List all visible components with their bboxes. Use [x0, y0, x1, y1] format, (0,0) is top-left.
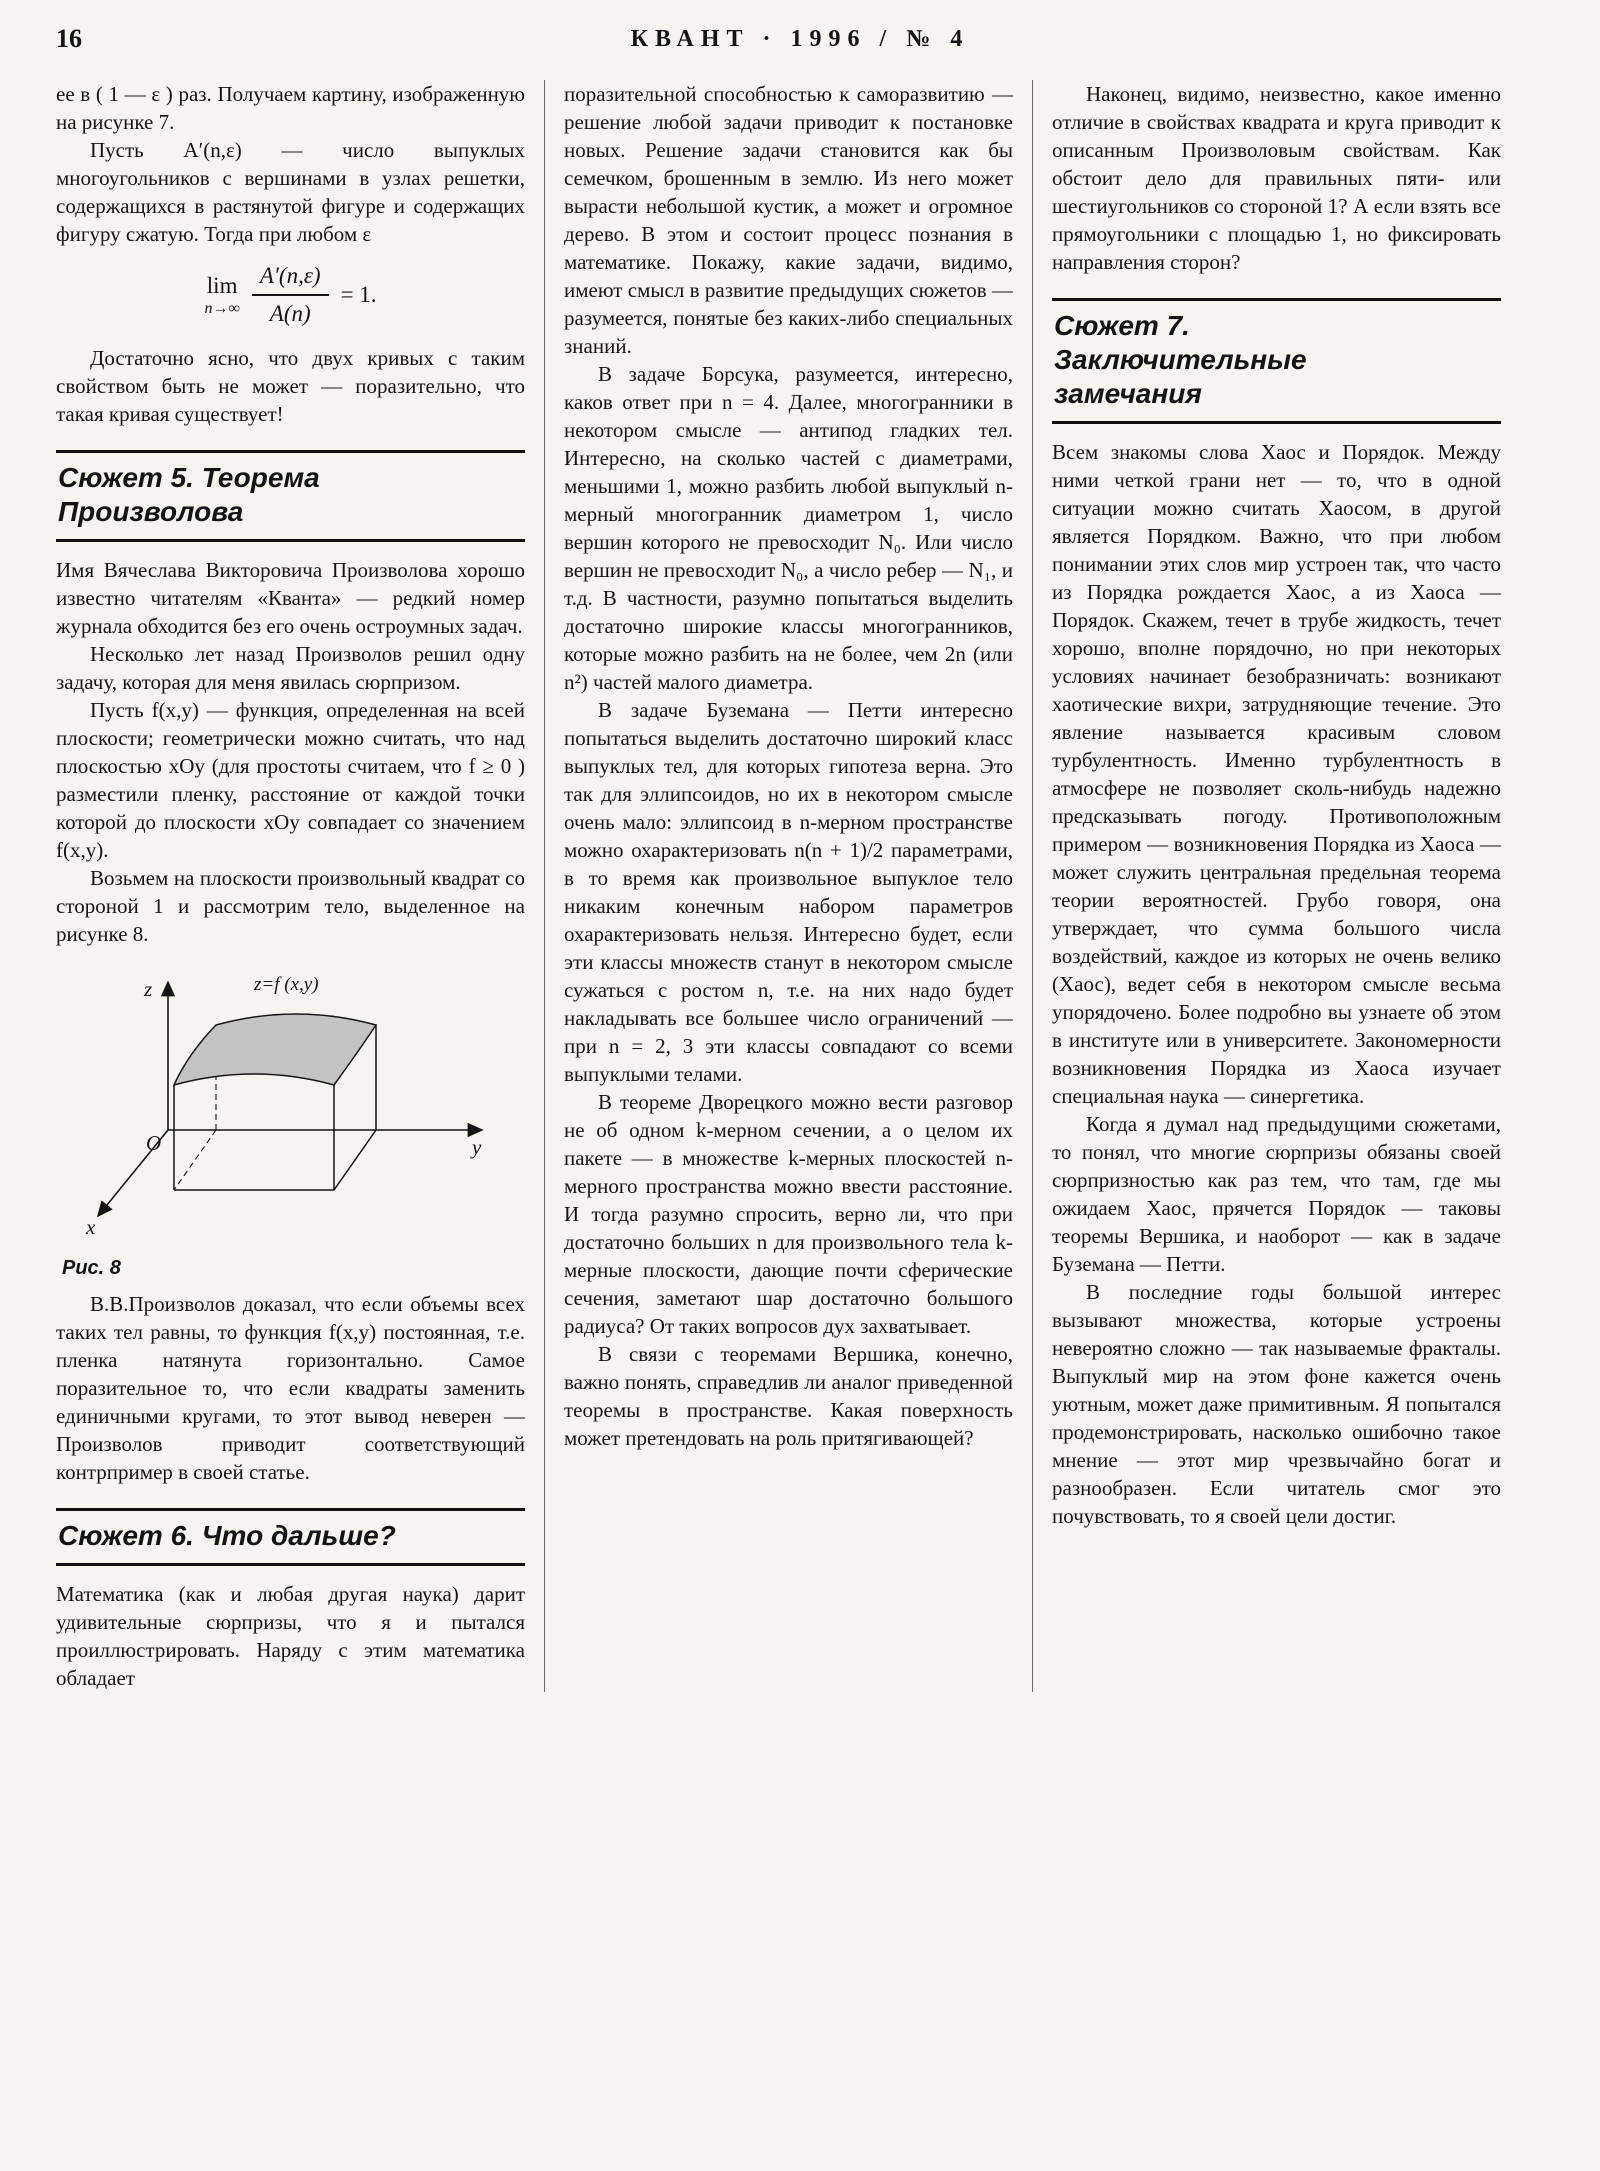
fraction [252, 262, 329, 328]
section-title-line: замечания [1054, 378, 1202, 409]
section-title-line: Произволова [58, 496, 244, 527]
figure-8-drawing [56, 960, 508, 1252]
page-number: 16 [56, 24, 82, 53]
surface-label: z=f (x,y) [254, 974, 319, 995]
section-title-line: Сюжет 7. [1054, 310, 1190, 341]
paragraph: Достаточно ясно, что двух кривых с таким свойством быть не может — поразительно, что такая кривая существует! [56, 346, 525, 426]
paragraph: Имя Вячеслава Викторовича Произволова хорошо известно читателям «Кванта» — редкий номер журнала обходится без его очень остроумных задач. [56, 558, 525, 638]
section-title-line: Сюжет 5. Теорема [58, 462, 320, 493]
figure-8 [56, 960, 525, 1282]
paragraph: В задаче Борсука, разумеется, интересно, каков ответ при n = 4. Далее, многогранники в некотором смысле — антипод гладких тел. Интересно, на сколько частей с диаметрами, меньшими 1, можно разбить любой выпуклый n-мерный многогранник диаметром 1, число вершин которого не превосходит N₀. Или число вершин не превосходит N₀, а число ребер — N₁, и т.д. В частности, разумно попытаться выделить достаточно широкие классы многогранников, которые можно разбить на не более, чем 2n (или n²) частей малого диаметра. [564, 362, 1013, 694]
three-column-layout [56, 80, 1544, 1692]
y-axis-label: y [472, 1135, 482, 1159]
x-axis-label: x [86, 1215, 96, 1239]
paragraph: Наконец, видимо, неизвестно, какое именно отличие в свойствах квадрата и круга приводит к описанным Произволовым свойствам. Как обстоит дело для правильных пяти- или шестиугольников со стороной 1? А если взять все прямоугольники с площадью 1, но фиксировать направления сторон? [1052, 82, 1501, 274]
paragraph: поразительной способностью к саморазвитию — решение любой задачи приводит к постановке новых. Решение задачи становится как бы семечком, брошенным в землю. Из него может вырасти небольшой кустик, а может и огромное дерево. В этом и состоит процесс познания в математике. Покажу, какие задачи, видимо, имеют смысл в развитие предыдущих сюжетов — разумеется, понятые без каких-либо специальных знаний. [564, 82, 1013, 358]
paragraph: Всем знакомы слова Хаос и Порядок. Между ними четкой грани нет — то, что в одной ситуации можно считать Хаосом, в другой является Порядком. Важно, что при любом понимании этих слов мир устроен так, что часто из Порядка рождается Хаос, а из Хаоса — Порядок. Скажем, течет в трубе жидкость, течет хорошо, вполне порядочно, но при некоторых условиях начинает безобразничать: возникают хаотические вихри, затрудняющие течение. Это явление называется красивым словом турбулентность. Именно турбулентность в атмосфере не позволяет сколь-нибудь надежно предсказывать погоду. Противоположным примером — возникновения Порядка из Хаоса — может служить центральная предельная теорема теории вероятностей. Грубо говоря, она утверждает, что сумма большого числа воздействий, каждое из которых не очень велико (Хаос), ведет себя в некотором смысле весьма упорядочено. Более подробно вы узнаете об этом в институте или в университете. Закономерности возникновения Порядка из Хаоса изучает специальная наука — синергетика. [1052, 440, 1501, 1108]
paragraph: Пусть A′(n,ε) — число выпуклых многоугольников с вершинами в узлах решетки, содержащихся в растянутой фигуре и содержащих фигуру сжатую. Тогда при любом ε [56, 138, 525, 246]
film-surface [174, 1014, 376, 1085]
paragraph: Пусть f(x,y) — функция, определенная на всей плоскости; геометрически можно считать, что над плоскостью xOy (для простоты считаем, что f ≥ 0 ) разместили пленку, расстояние от каждой точки которой до плоскости xOy совпадает со значением f(x,y). [56, 698, 525, 862]
paragraph: ее в ( 1 — ε ) раз. Получаем картину, изображенную на рисунке 7. [56, 82, 525, 134]
z-axis-label: z [144, 977, 153, 1001]
section-title-line: Сюжет 6. Что дальше? [58, 1520, 396, 1551]
limit-subscript: n→∞ [204, 300, 240, 318]
limit-operator [204, 272, 239, 318]
fraction-numerator: A′(n,ε) [252, 262, 329, 296]
formula-rhs: = 1. [340, 282, 377, 307]
paragraph: Когда я думал над предыдущими сюжетами, то понял, что многие сюрпризы обязаны своей сюрпризностью как раз тем, что там, где мы ожидаем Хаос, прячется Порядок — таковы теоремы Вершика, и наоборот — как в задаче Буземана — Петти. [1052, 1112, 1501, 1276]
figure-caption: Рис. 8 [62, 1257, 121, 1279]
limit-word: lim [206, 273, 238, 299]
paragraph: В теореме Дворецкого можно вести разговор не об одном k-мерном сечении, а о целом их пакете — в множестве k-мерных плоскостей n-мерного пространства можно ввести расстояние. И тогда разумно спросить, верно ли, что при достаточно больших n для произвольного тела k-мерные плоскости, дающие почти сферические сечения, заметают шар достаточно большого радиуса? От таких вопросов дух захватывает. [564, 1090, 1013, 1338]
fraction-denominator: A(n) [269, 301, 311, 326]
column-3 [1032, 80, 1501, 1692]
column-2 [544, 80, 1013, 1692]
paragraph: В связи с теоремами Вершика, конечно, важно понять, справедлив ли аналог приведенной теоремы в пространстве. Какая поверхность может претендовать на роль притягивающей? [564, 1342, 1013, 1450]
section-7-title [1052, 298, 1501, 424]
section-5-title [56, 450, 525, 542]
journal-title: КВАНТ · 1996 / № 4 [630, 26, 970, 52]
limit-formula [56, 262, 525, 328]
paragraph: В последние годы большой интерес вызывают множества, которые устроены невероятно сложно — так называемые фракталы. Выпуклый мир на этом фоне кажется очень уютным, может даже примитивным. Я попытался продемонстрировать, насколько ошибочно такое мнение — этот мир чрезвычайно богат и разнообразен. Если читатель смог это почувствовать, то я своей цели достиг. [1052, 1280, 1501, 1528]
paragraph: В задаче Буземана — Петти интересно попытаться выделить достаточно широкий класс выпуклых тел, для которых гипотеза верна. Это так для эллипсоидов, но их в некотором смысле очень мало: эллипсоид в n-мерном пространстве можно охарактеризовать n(n + 1)/2 параметрами, в то время как произвольное выпуклое тело никаким конечным набором параметров охарактеризовать нельзя. Интересно будет, если эти классы множеств станут в некотором смысле сужаться с ростом n, т.е. на них надо будет накладывать все большее число ограничений — при n = 2, 3 эти классы совпадают со всеми выпуклыми телами. [564, 698, 1013, 1086]
origin-label: O [146, 1131, 162, 1155]
paragraph: Несколько лет назад Произволов решил одну задачу, которая для меня явилась сюрпризом. [56, 642, 525, 694]
section-6-title [56, 1508, 525, 1566]
section-title-line: Заключительные [1054, 344, 1307, 375]
paragraph: Математика (как и любая другая наука) дарит удивительные сюрпризы, что я и пытался проиллюстрировать. Наряду с этим математика обладает [56, 1582, 525, 1690]
paragraph: Возьмем на плоскости произвольный квадрат со стороной 1 и рассмотрим тело, выделенное на рисунке 8. [56, 866, 525, 946]
page-header [56, 24, 1544, 66]
column-1 [56, 80, 525, 1692]
paragraph: В.В.Произволов доказал, что если объемы всех таких тел равны, то функция f(x,y) постоянная, т.е. пленка натянута горизонтально. Самое поразительное то, что если квадраты заменить единичными кругами, то этот вывод неверен — Произволов приводит соответствующий контрпример в своей статье. [56, 1292, 525, 1484]
